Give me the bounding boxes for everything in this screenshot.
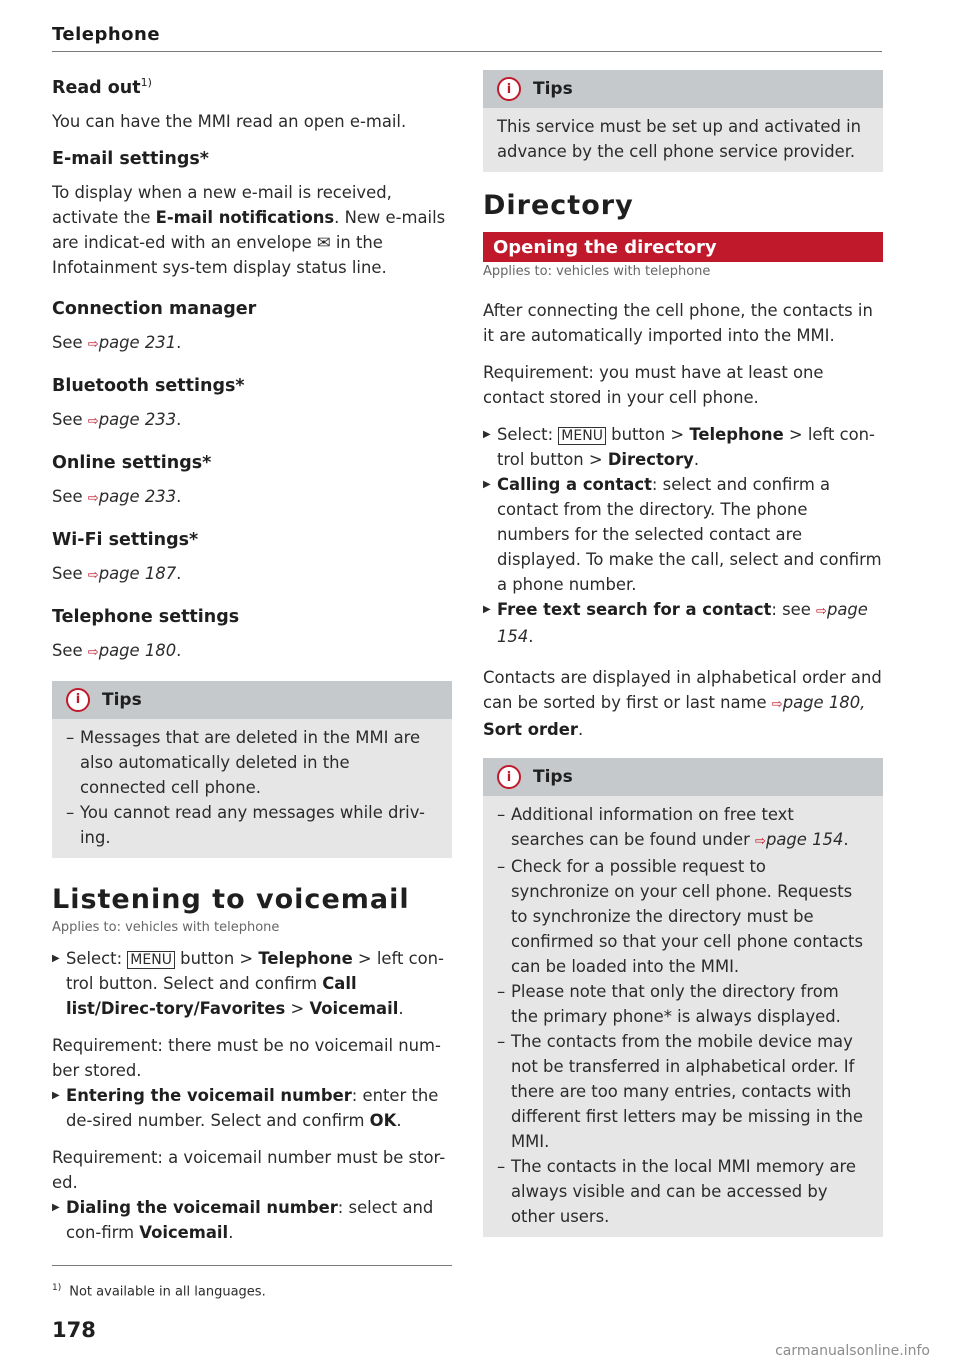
tips-title: Tips — [102, 689, 142, 710]
text-span: . New e-mails are indicat-ed with an envelope ✉ in the Infotainment sys-tem display status line. — [52, 207, 446, 277]
bold-term: Free text search for a contact — [497, 600, 772, 619]
sort-order-text — [483, 665, 883, 742]
list-item: – Check for a possible request to synchronize on your cell phone. Requests to synchronize the directory must be confirmed so that your cell phone contacts can be loaded into the MMI. — [497, 857, 863, 976]
text-span: Contacts are displayed in alphabetical order and can be sorted by first or last name — [483, 668, 882, 712]
read-out-title: Read out — [52, 77, 141, 98]
footnote — [52, 1278, 452, 1302]
text-span: : see — [771, 600, 817, 619]
list-item: – Please note that only the directory from the primary phone* is always displayed. — [497, 982, 841, 1026]
list-item-text: You cannot read any messages while driv-ing. — [80, 802, 425, 847]
telephone-settings-ref — [52, 638, 452, 665]
email-notifications-term: E-mail notifications — [155, 207, 335, 227]
footnote-area — [52, 1265, 452, 1302]
triangle-bullet-icon: ▶ — [52, 952, 60, 964]
bold-term: Entering the voicemail number — [66, 1085, 352, 1105]
watermark: carmanualsonline.info — [775, 1343, 930, 1359]
page-link[interactable]: page 187 — [98, 563, 177, 583]
list-item-text: Messages that are deleted in the MMI are also automatically deleted in the connected cell phone. — [80, 727, 421, 797]
text-span: . — [176, 409, 182, 429]
voicemail-requirement-1: Requirement: there must be no voicemail num-ber stored. — [52, 1035, 441, 1080]
page-link[interactable]: page 233 — [98, 409, 177, 429]
text-span: > left con-trol button > — [497, 425, 875, 469]
text-span: To display when a new e-mail is received, activate the — [52, 182, 392, 227]
list-item: – You cannot read any messages while driv-ing. — [66, 802, 425, 847]
free-text-search-step — [483, 597, 883, 649]
bold-term: Directory — [607, 450, 694, 469]
tips-body — [483, 108, 883, 172]
page-header — [52, 24, 882, 52]
list-item-text: Check for a possible request to synchronize on your cell phone. Requests to synchronize the directory must be confirmed so that your cell phone contacts can be loaded into the MMI. — [511, 857, 863, 976]
list-item: – Additional information on free text searches can be found under ⇨page 154. — [497, 805, 849, 849]
applies-to: Applies to: vehicles with telephone — [52, 919, 280, 935]
text-span: . — [176, 640, 182, 660]
info-icon: i — [497, 77, 521, 101]
read-out-text: You can have the MMI read an open e-mail. — [52, 111, 407, 131]
triangle-bullet-icon: ▶ — [52, 1089, 60, 1101]
arrow-right-icon: ⇨ — [87, 490, 99, 506]
footnote-text: Not available in all languages. — [69, 1284, 266, 1300]
text-span: See — [52, 332, 88, 352]
bold-term: Direc-tory — [100, 998, 194, 1018]
connection-manager-heading: Connection manager — [52, 298, 257, 319]
page-link[interactable]: page 154 — [497, 600, 868, 646]
arrow-right-icon: ⇨ — [87, 567, 99, 583]
text-span: . — [528, 627, 534, 646]
online-settings-ref — [52, 484, 452, 511]
page-link[interactable]: page 233 — [98, 486, 177, 506]
tips-body — [52, 719, 452, 858]
telephone-settings-heading: Telephone settings — [52, 606, 240, 627]
list-item: – The contacts from the mobile device may not be transferred in alphabetical order. If there are too many entries, contacts with different first letters may be missing in the MMI. — [497, 1032, 863, 1151]
text-span: See — [52, 563, 88, 583]
text-span: . — [176, 563, 182, 583]
tips-box — [483, 70, 883, 172]
calling-contact-step — [483, 472, 883, 597]
directory-heading: Directory — [483, 190, 634, 221]
tips-header — [483, 758, 883, 796]
menu-button-label: MENU — [127, 951, 175, 969]
arrow-right-icon: ⇨ — [87, 413, 99, 429]
menu-button-label: MENU — [558, 427, 606, 445]
directory-select-step — [483, 422, 883, 472]
applies-to: Applies to: vehicles with telephone — [483, 264, 711, 279]
wifi-settings-heading: Wi-Fi settings* — [52, 529, 199, 550]
bluetooth-settings-heading: Bluetooth settings* — [52, 375, 245, 396]
page-link[interactable]: page 154 — [765, 830, 844, 849]
triangle-bullet-icon: ▶ — [483, 604, 491, 615]
tips-text: This service must be set up and activated in advance by the cell phone service provider. — [497, 117, 862, 161]
bold-term: Call list — [66, 973, 357, 1018]
text-span: : select and con-firm — [66, 1197, 434, 1242]
opening-directory-bar: Opening the directory — [483, 232, 883, 262]
list-item-text: The contacts in the local MMI memory are always visible and can be accessed by other users. — [511, 1157, 856, 1226]
text-span: . — [693, 450, 700, 469]
list-item: – The contacts in the local MMI memory are always visible and can be accessed by other users. — [497, 1157, 856, 1226]
bold-term: Calling a contact — [497, 475, 652, 494]
text-span: . — [176, 332, 182, 352]
tips-box — [52, 681, 452, 858]
tips-box — [483, 758, 883, 1237]
tips-body — [483, 796, 883, 1237]
text-span: . — [843, 830, 849, 849]
right-column — [483, 70, 883, 1237]
footnote-marker: 1) — [140, 76, 152, 89]
tips-header — [483, 70, 883, 108]
connection-manager-ref — [52, 330, 452, 357]
tips-title: Tips — [533, 79, 573, 99]
section-title: Telephone — [52, 24, 161, 45]
tips-header — [52, 681, 452, 719]
page-number: 178 — [52, 1318, 96, 1342]
tips-title: Tips — [533, 767, 573, 787]
text-span: Select: — [66, 948, 128, 968]
read-out-heading — [52, 70, 452, 101]
bold-term: OK — [369, 1110, 397, 1130]
list-item-text: Please note that only the directory from the primary phone* is always displayed. — [511, 982, 841, 1026]
left-column — [52, 70, 452, 1245]
bold-term: Telephone — [258, 948, 353, 968]
bold-term: Voicemail — [309, 998, 399, 1018]
page-link[interactable]: page 180 — [98, 640, 177, 660]
page-link[interactable]: page 231 — [98, 332, 177, 352]
text-span: See — [52, 640, 88, 660]
text-span: button > — [174, 948, 259, 968]
text-span: : select and confirm a contact from the directory. The phone numbers for the selected contact are displayed. To make the call, select and confirm a phone number. — [497, 475, 882, 594]
text-span: See — [52, 486, 88, 506]
email-settings-text — [52, 180, 452, 280]
page-link[interactable]: page 180, — [782, 693, 866, 712]
triangle-bullet-icon: ▶ — [483, 429, 491, 440]
triangle-bullet-icon: ▶ — [483, 479, 491, 490]
voicemail-requirement-2: Requirement: a voicemail number must be stor-ed. — [52, 1147, 446, 1192]
online-settings-heading: Online settings* — [52, 452, 212, 473]
arrow-right-icon: ⇨ — [771, 697, 783, 712]
footnote-marker: 1) — [52, 1283, 62, 1293]
directory-intro: After connecting the cell phone, the contacts in it are automatically imported into the MMI. — [483, 301, 873, 345]
voicemail-heading: Listening to voicemail — [52, 883, 410, 915]
email-settings-heading: E-mail settings* — [52, 148, 209, 169]
bold-term: Sort order — [483, 720, 578, 739]
wifi-settings-ref — [52, 561, 452, 588]
bold-term: / — [193, 998, 200, 1018]
list-item-text: The contacts from the mobile device may not be transferred in alphabetical order. If there are too many entries, contacts with different first letters may be missing in the MMI. — [511, 1032, 863, 1151]
arrow-right-icon: ⇨ — [755, 834, 766, 849]
bold-term: Favorites — [199, 998, 286, 1018]
voicemail-select-step — [52, 946, 452, 1021]
bold-term: Dialing the voicemail number — [66, 1197, 338, 1217]
directory-requirement: Requirement: you must have at least one contact stored in your cell phone. — [483, 363, 824, 407]
voicemail-dial-step — [52, 1195, 452, 1245]
text-span: . — [396, 1110, 402, 1130]
list-item-text: Additional information on free text searches can be found under — [511, 805, 794, 849]
text-span: > left con-trol button. Select and confirm — [66, 948, 444, 993]
text-span: . — [398, 998, 404, 1018]
arrow-right-icon: ⇨ — [87, 644, 99, 660]
text-span: > — [285, 998, 310, 1018]
info-icon: i — [497, 765, 521, 789]
text-span: : enter the de-sired number. Select and confirm — [66, 1085, 439, 1130]
text-span: . — [577, 720, 584, 739]
bold-term: / — [94, 998, 101, 1018]
triangle-bullet-icon: ▶ — [52, 1201, 60, 1213]
bold-term: Voicemail — [139, 1222, 229, 1242]
text-span: See — [52, 409, 88, 429]
arrow-right-icon: ⇨ — [816, 604, 827, 619]
arrow-right-icon: ⇨ — [87, 336, 99, 352]
text-span: button > — [605, 425, 690, 444]
text-span: . — [176, 486, 182, 506]
bluetooth-settings-ref — [52, 407, 452, 434]
text-span: . — [228, 1222, 234, 1242]
text-span: Select: — [497, 425, 559, 444]
info-icon: i — [66, 688, 90, 712]
bold-term: Telephone — [689, 425, 784, 444]
list-item: – Messages that are deleted in the MMI are also automatically deleted in the connected cell phone. — [66, 727, 421, 797]
voicemail-enter-step — [52, 1083, 452, 1133]
